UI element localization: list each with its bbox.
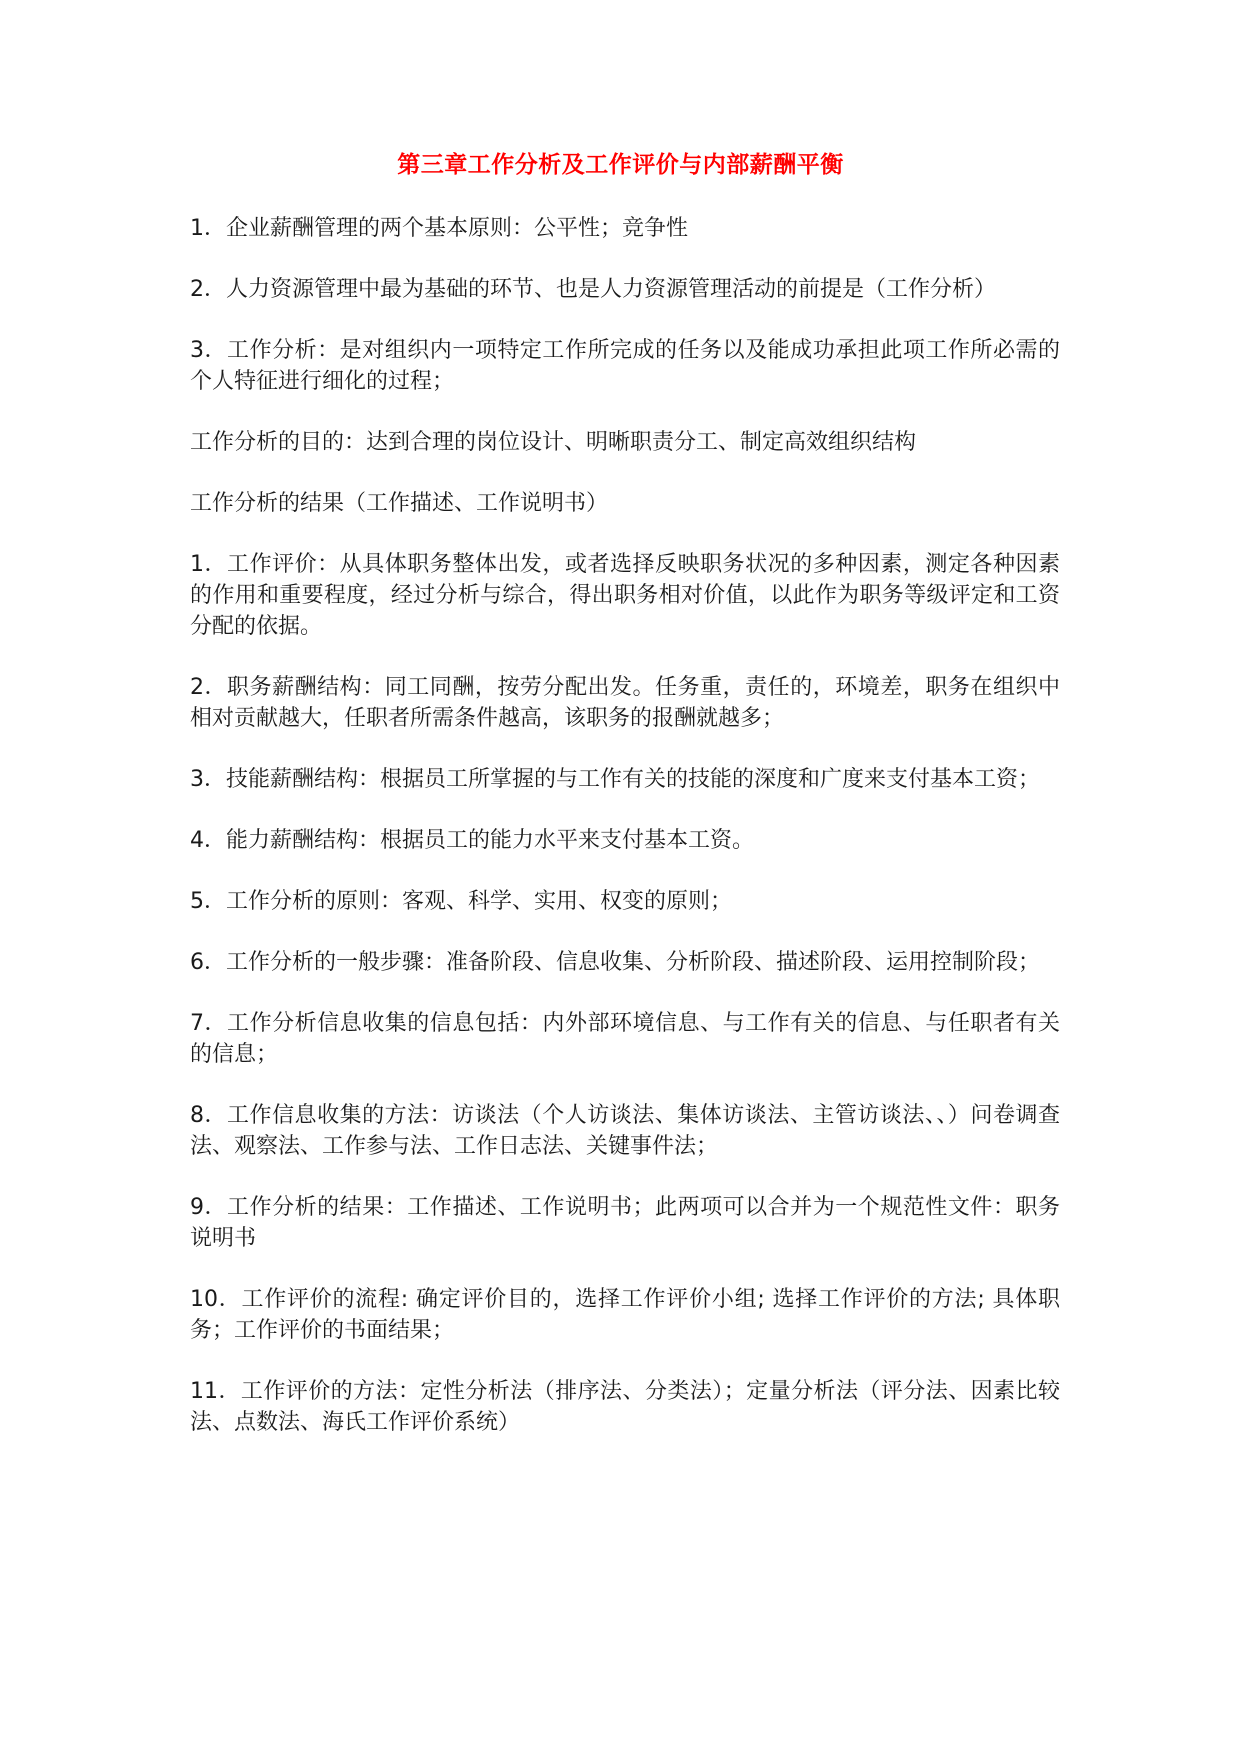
paragraph-10: 5．工作分析的原则：客观、科学、实用、权变的原则；	[190, 889, 732, 914]
paragraph-3: 3．工作分析：是对组织内一项特定工作所完成的任务以及能成功承担此项工作所必需的个人特征进行细化的过程；	[190, 338, 1060, 394]
paragraph-9: 4．能力薪酬结构：根据员工的能力水平来支付基本工资。	[190, 828, 754, 853]
paragraph-14: 9．工作分析的结果：工作描述、工作说明书；此两项可以合并为一个规范性文件：职务说明书	[190, 1195, 1060, 1251]
paragraph-15: 10．工作评价的流程: 确定评价目的，选择工作评价小组; 选择工作评价的方法; 具体职务；工作评价的书面结果；	[190, 1287, 1060, 1343]
paragraph-6: 1．工作评价：从具体职务整体出发，或者选择反映职务状况的多种因素，测定各种因素的作用和重要程度，经过分析与综合，得出职务相对价值，以此作为职务等级评定和工资分配的依据。	[190, 552, 1060, 639]
page-title: 第三章工作分析及工作评价与内部薪酬平衡	[397, 152, 844, 178]
paragraph-11: 6．工作分析的一般步骤：准备阶段、信息收集、分析阶段、描述阶段、运用控制阶段；	[190, 950, 1040, 975]
paragraph-1: 1．企业薪酬管理的两个基本原则：公平性；竞争性	[190, 216, 688, 241]
paragraph-2: 2．人力资源管理中最为基础的环节、也是人力资源管理活动的前提是（工作分析）	[190, 277, 996, 302]
paragraph-7: 2．职务薪酬结构：同工同酬，按劳分配出发。任务重，责任的，环境差，职务在组织中相对贡献越大，任职者所需条件越高，该职务的报酬就越多；	[190, 675, 1060, 731]
paragraph-12: 7．工作分析信息收集的信息包括：内外部环境信息、与工作有关的信息、与任职者有关的信息；	[190, 1011, 1060, 1067]
paragraph-8: 3．技能薪酬结构：根据员工所掌握的与工作有关的技能的深度和广度来支付基本工资；	[190, 767, 1040, 792]
document-body	[190, 213, 1060, 1468]
paragraph-16: 11．工作评价的方法：定性分析法（排序法、分类法）；定量分析法（评分法、因素比较法、点数法、海氏工作评价系统）	[190, 1379, 1060, 1435]
paragraph-13: 8．工作信息收集的方法：访谈法（个人访谈法、集体访谈法、主管访谈法、、）问卷调查法、观察法、工作参与法、工作日志法、关键事件法；	[190, 1103, 1060, 1159]
paragraph-5: 工作分析的结果（工作描述、工作说明书）	[190, 491, 609, 516]
paragraph-4: 工作分析的目的：达到合理的岗位设计、明晰职责分工、制定高效组织结构	[190, 430, 917, 455]
